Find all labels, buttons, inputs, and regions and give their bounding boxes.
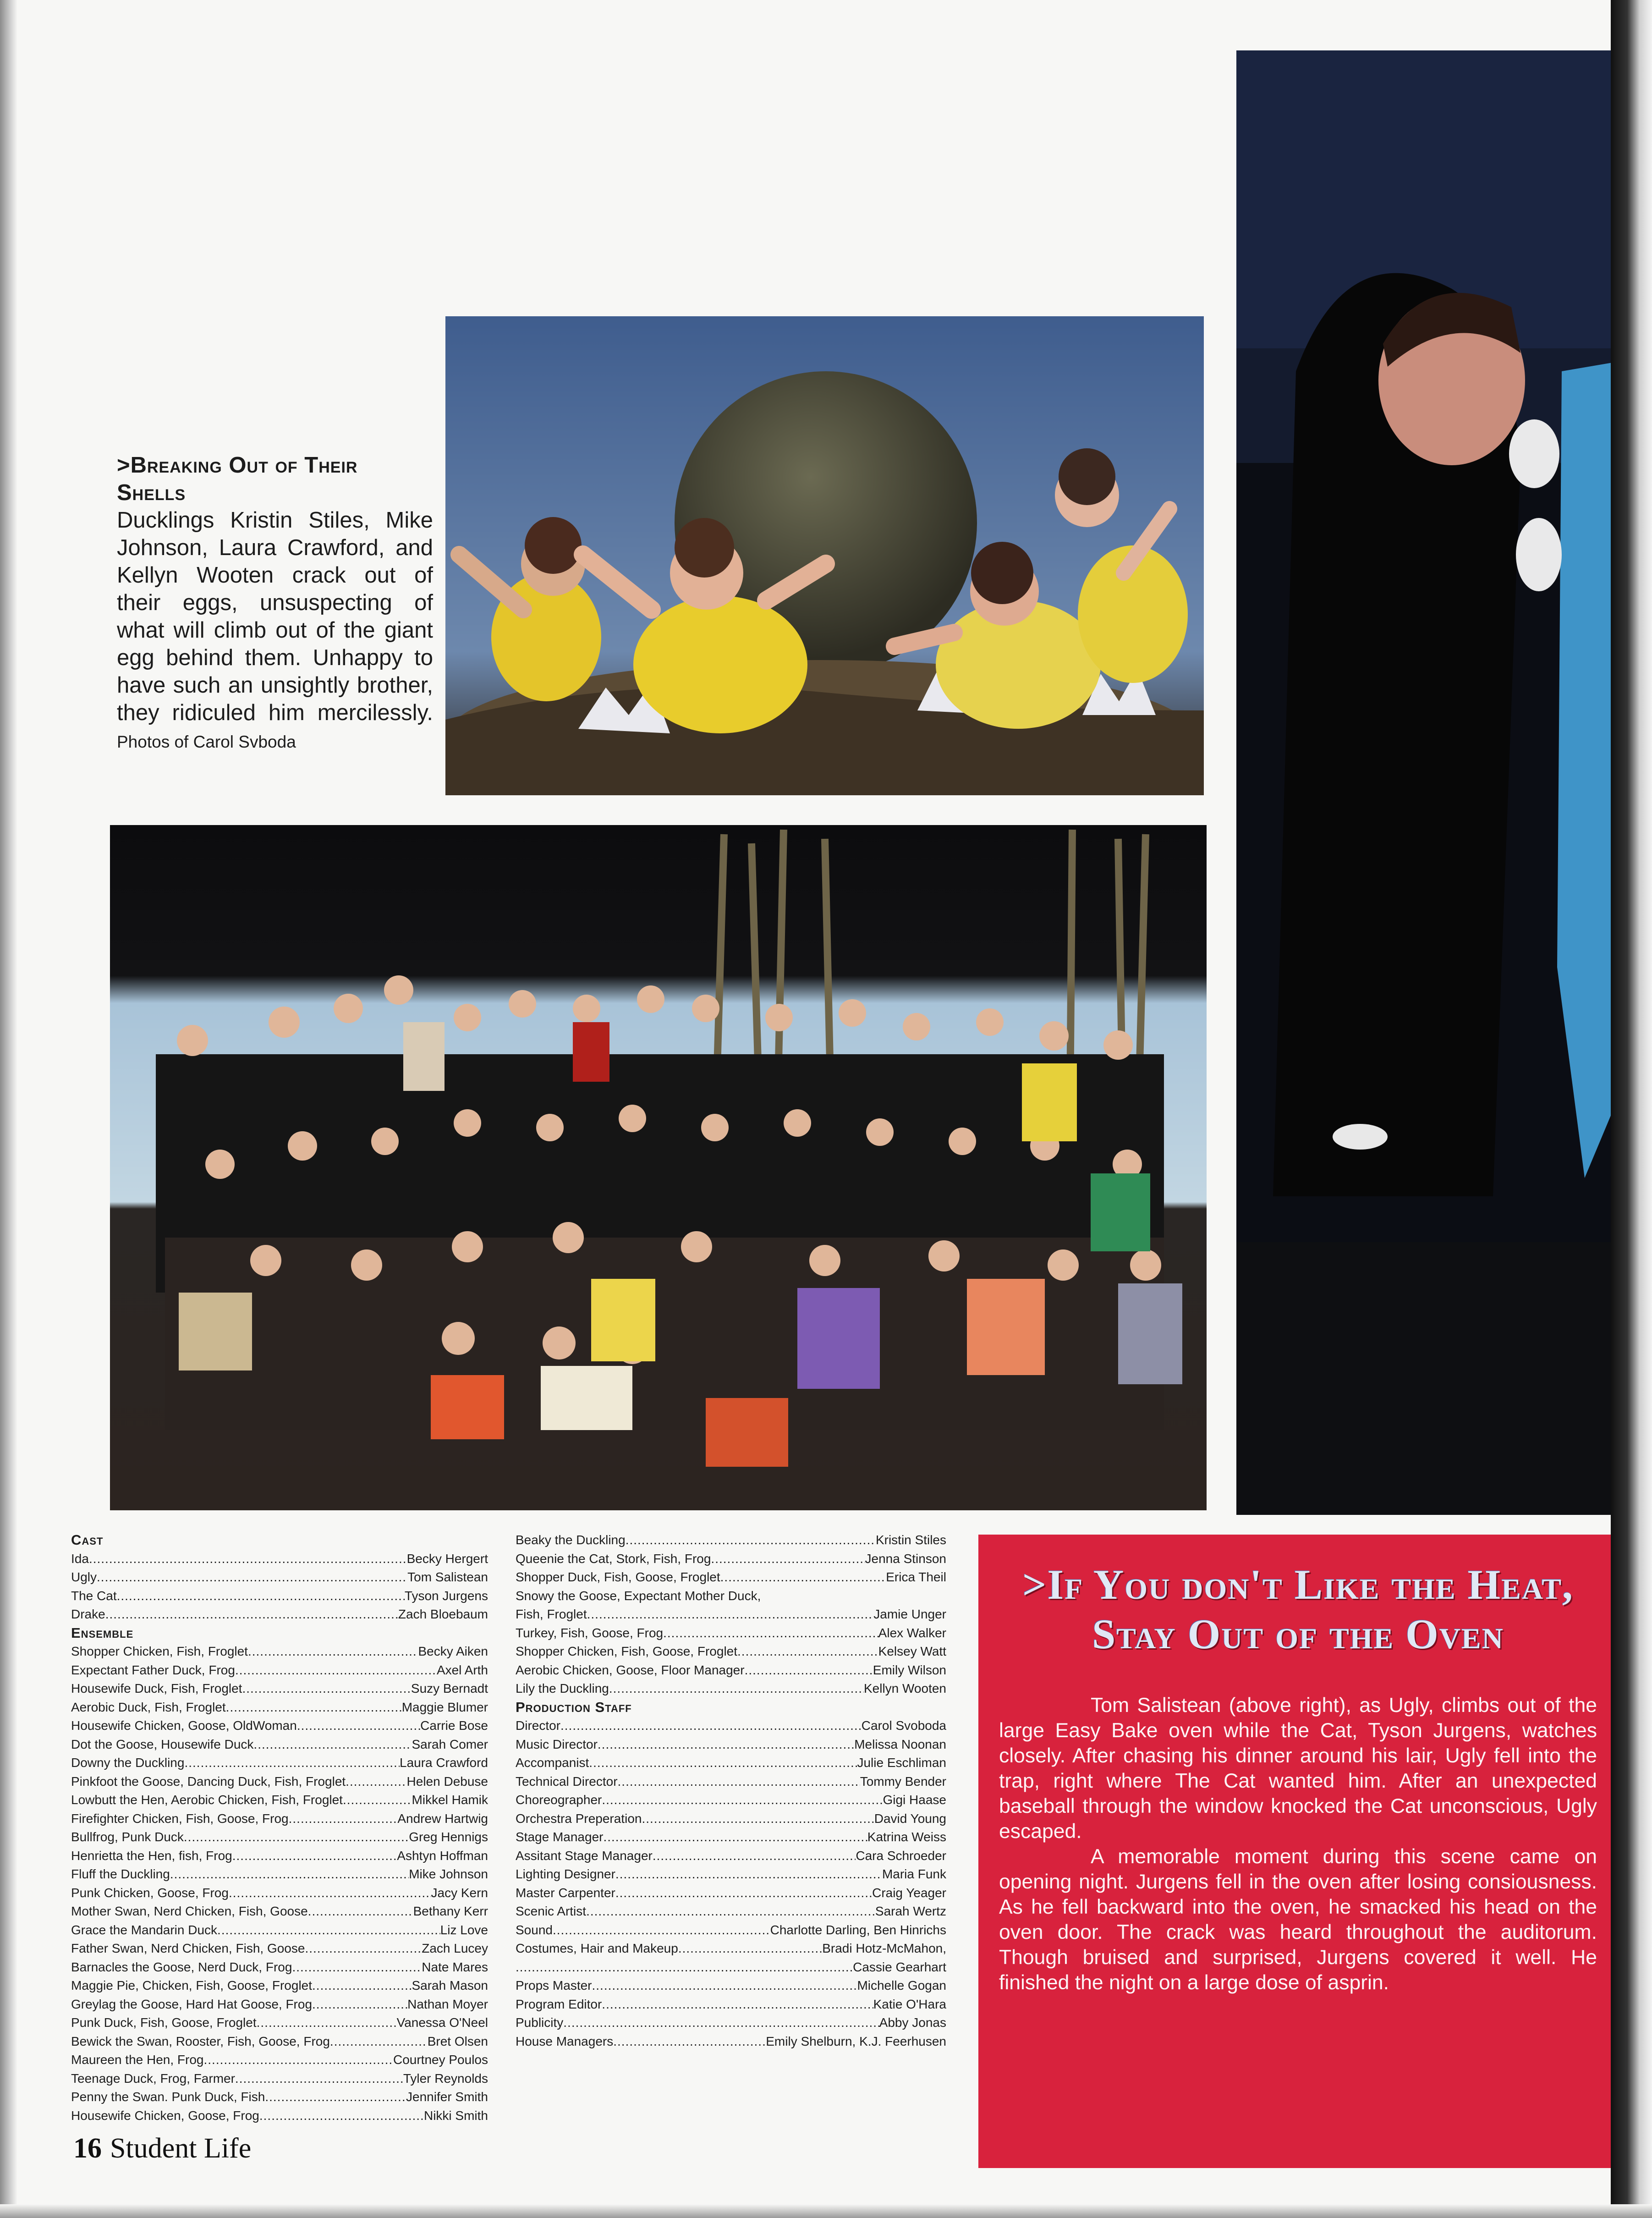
credit-row: [516, 1791, 946, 1810]
credit-row: [516, 1828, 946, 1847]
credit-name: Mikkel Hamik: [412, 1793, 488, 1807]
credit-role: Fish, Froglet: [516, 1607, 587, 1621]
credit-row: [71, 1810, 488, 1828]
credit-name: Kelsey Watt: [878, 1644, 946, 1658]
credit-role: Master Carpenter: [516, 1885, 615, 1900]
credit-role: Snowy the Goose, Expectant Mother Duck,: [516, 1588, 761, 1603]
credit-row: [516, 1958, 946, 1977]
credit-row: [71, 1884, 488, 1903]
credit-role: Beaky the Duckling: [516, 1533, 626, 1547]
credit-name: Emily Wilson: [873, 1662, 946, 1677]
credit-name: Jacy Kern: [431, 1885, 488, 1900]
credit-role: Punk Duck, Fish, Goose, Froglet: [71, 2015, 257, 2030]
credit-name: Tom Salistean: [407, 1570, 488, 1584]
credit-role: Choreographer: [516, 1793, 602, 1807]
credit-role: Housewife Chicken, Goose, OldWoman: [71, 1718, 297, 1733]
credit-row: [71, 2051, 488, 2069]
credit-row: [516, 1642, 946, 1661]
credit-name: Bradi Hotz-McMahon,: [822, 1941, 946, 1955]
credit-row: [516, 1679, 946, 1698]
credit-role: Orchestra Preperation: [516, 1811, 642, 1826]
credit-row: [516, 1884, 946, 1903]
section-name: Student Life: [110, 2133, 252, 2164]
ducklings-photo: [445, 316, 1204, 795]
credit-role: Punk Chicken, Goose, Frog: [71, 1885, 229, 1900]
credit-role: Sound: [516, 1922, 553, 1937]
credit-name: Mike Johnson: [409, 1867, 488, 1881]
credit-role: Greylag the Goose, Hard Hat Goose, Frog: [71, 1997, 313, 2011]
credit-row: [71, 1902, 488, 1921]
credit-row: [71, 1772, 488, 1791]
credit-role: Stage Manager: [516, 1830, 604, 1844]
ugly-oven-photo: [1236, 50, 1615, 1515]
credit-row: [71, 1828, 488, 1847]
credit-name: Katie O'Hara: [873, 1997, 946, 2011]
credit-role: Henrietta the Hen, fish, Frog: [71, 1848, 232, 1863]
credit-row: [71, 1791, 488, 1810]
ducklings-caption: [117, 451, 433, 754]
credit-role: Mother Swan, Nerd Chicken, Fish, Goose: [71, 1904, 308, 1918]
credit-row: [516, 1921, 946, 1940]
credit-role: Maureen the Hen, Frog: [71, 2053, 204, 2067]
credit-name: Bethany Kerr: [413, 1904, 488, 1918]
credit-name: Nikki Smith: [423, 2108, 488, 2123]
credit-name: Kristin Stiles: [875, 1533, 946, 1547]
credit-name: Becky Aiken: [418, 1644, 488, 1658]
credit-name: Julie Eschliman: [857, 1756, 946, 1770]
ensemble-continued-list: [516, 1531, 946, 1698]
credit-name: Jenna Stinson: [865, 1551, 946, 1566]
credit-row: [516, 2032, 946, 2051]
credit-name: Abby Jonas: [879, 2015, 946, 2030]
credit-role: House Managers: [516, 2034, 614, 2048]
credit-role: Music Director: [516, 1737, 598, 1751]
credit-row: [71, 1717, 488, 1735]
credit-role: Housewife Duck, Fish, Froglet: [71, 1681, 242, 1695]
credit-row: [516, 1754, 946, 1772]
credit-row: [516, 1568, 946, 1587]
credit-name: Zach Bloebaum: [398, 1607, 488, 1621]
credit-name: David Young: [874, 1811, 946, 1826]
credit-row: [71, 1587, 488, 1606]
credit-row: [71, 1550, 488, 1569]
credit-name: Melissa Noonan: [854, 1737, 946, 1751]
cast-heading: Cast: [71, 1532, 104, 1548]
credit-row: [71, 1976, 488, 1995]
credit-role: Firefighter Chicken, Fish, Goose, Frog: [71, 1811, 289, 1826]
credit-role: Downy the Duckling: [71, 1756, 185, 1770]
credit-row: [71, 1865, 488, 1884]
credit-role: Scenic Artist: [516, 1904, 587, 1918]
credit-row: [71, 2069, 488, 2088]
sidebar-paragraph: Tom Salistean (above right), as Ugly, climbs out of the large Easy Bake oven while the Cat, Tyson Jurgens, watches closely. After chasing his dinner around his lair, Ugly fell into the trap, right where The Cat wanted him. After an unexpected baseball through the window knocked the Cat unconscious, Ugly escaped.: [999, 1694, 1597, 1843]
credit-name: Erica Theil: [886, 1570, 946, 1584]
credit-role: Housewife Chicken, Goose, Frog: [71, 2108, 259, 2123]
credit-name: Jennifer Smith: [406, 2090, 488, 2104]
credit-name: Tommy Bender: [860, 1774, 946, 1789]
credit-role: Aerobic Chicken, Goose, Floor Manager: [516, 1662, 745, 1677]
credit-row: [71, 2014, 488, 2032]
credit-row: [516, 1531, 946, 1550]
credit-role: Ida: [71, 1551, 89, 1566]
photo-credit: Photos of Carol Svboda: [117, 732, 296, 751]
credit-role: The Cat: [71, 1588, 117, 1603]
credit-name: Ashtyn Hoffman: [397, 1848, 488, 1863]
credit-role: Penny the Swan. Punk Duck, Fish: [71, 2090, 265, 2104]
sidebar-body: [999, 1693, 1597, 1995]
credit-name: Maria Funk: [882, 1867, 946, 1881]
credit-name: Tyson Jurgens: [404, 1588, 488, 1603]
credit-row: [71, 1698, 488, 1717]
credit-name: Emily Shelburn, K.J. Feerhusen: [766, 2034, 946, 2048]
credit-row: [71, 1921, 488, 1940]
credit-name: Nathan Moyer: [407, 1997, 488, 2011]
credit-role: Maggie Pie, Chicken, Fish, Goose, Froglet: [71, 1978, 313, 1992]
credit-name: Sarah Comer: [412, 1737, 488, 1751]
credit-name: Cassie Gearhart: [853, 1959, 946, 1974]
credit-role: Fluff the Duckling: [71, 1867, 170, 1881]
sidebar-title: [978, 1560, 1618, 1659]
credit-row: [71, 2032, 488, 2051]
credit-name: Maggie Blumer: [401, 1700, 488, 1714]
credit-row: [71, 1568, 488, 1587]
credit-role: Assitant Stage Manager: [516, 1848, 653, 1863]
production-staff-heading: Production Staff: [516, 1699, 632, 1715]
credit-row: [71, 2088, 488, 2107]
credit-row: [516, 1550, 946, 1569]
cast-group-photo: [110, 825, 1207, 1510]
page-folio: [73, 2132, 251, 2165]
credit-role: Accompanist: [516, 1756, 589, 1770]
credit-name: Carrie Bose: [420, 1718, 488, 1733]
credit-name: Cara Schroeder: [856, 1848, 946, 1863]
sidebar-paragraph: A memorable moment during this scene came on opening night. Jurgens fell in the oven after losing consiousness. As he fell backward into the oven, he smacked his head on the oven door. The crack was heard throughout the auditorum. Though bruised and surprised, Jurgens covered it well. He finished the night on a large dose of asprin.: [999, 1845, 1597, 1994]
credit-name: Tyler Reynolds: [403, 2071, 488, 2086]
page-bottom-shadow: [0, 2204, 1652, 2218]
credit-role: Lighting Designer: [516, 1867, 615, 1881]
credit-row: [516, 1624, 946, 1643]
ensemble-heading: Ensemble: [71, 1624, 134, 1641]
credit-row: [516, 1902, 946, 1921]
credit-name: Katrina Weiss: [867, 1830, 946, 1844]
credit-row: [71, 1958, 488, 1977]
credit-name: Zach Lucey: [422, 1941, 488, 1955]
cast-list: [71, 1550, 488, 1624]
credit-name: Sarah Wertz: [875, 1904, 946, 1918]
credits-column-right: [516, 1531, 946, 2051]
production-staff-list: [516, 1717, 946, 2051]
credit-role: Shopper Chicken, Fish, Froglet: [71, 1644, 248, 1658]
credit-name: Axel Arth: [436, 1662, 488, 1677]
sidebar-title-line2: Stay Out of the Oven: [1092, 1611, 1504, 1657]
credit-row: [516, 1661, 946, 1680]
credit-row: [516, 1605, 946, 1624]
oven-sidebar: [978, 1535, 1618, 2168]
credit-row: [516, 1939, 946, 1958]
credit-role: Publicity: [516, 2015, 564, 2030]
ensemble-list: [71, 1642, 488, 2125]
credit-role: Technical Director: [516, 1774, 618, 1789]
credit-role: Props Master: [516, 1978, 592, 1992]
credit-name: Charlotte Darling, Ben Hinrichs: [770, 1922, 946, 1937]
credit-row: [516, 1717, 946, 1735]
credit-row: [71, 1847, 488, 1866]
credit-row: [71, 1679, 488, 1698]
credit-name: Becky Hergert: [406, 1551, 488, 1566]
credit-name: Suzy Bernadt: [411, 1681, 488, 1695]
credit-name: Andrew Hartwig: [397, 1811, 488, 1826]
credits-column-left: [71, 1531, 488, 2125]
credit-row: [71, 1661, 488, 1680]
credit-row: [516, 1772, 946, 1791]
credit-name: Jamie Unger: [873, 1607, 946, 1621]
page-edge-shadow: [1611, 0, 1652, 2218]
credit-name: Courtney Poulos: [393, 2053, 488, 2067]
credit-name: Vanessa O'Neel: [396, 2015, 488, 2030]
credit-role: Costumes, Hair and Makeup: [516, 1941, 678, 1955]
credit-row: [71, 1754, 488, 1772]
sidebar-title-line1: >If You don't Like the Heat,: [1022, 1561, 1574, 1608]
credit-role: Program Editor: [516, 1997, 602, 2011]
credit-role: Turkey, Fish, Goose, Frog: [516, 1625, 664, 1640]
credit-name: Liz Love: [440, 1922, 488, 1937]
credit-row: [71, 1995, 488, 2014]
credit-role: Teenage Duck, Frog, Farmer: [71, 2071, 235, 2086]
credit-role: Director: [516, 1718, 561, 1733]
credit-role: Father Swan, Nerd Chicken, Fish, Goose: [71, 1941, 305, 1955]
credit-name: Laura Crawford: [400, 1756, 488, 1770]
credit-role: Lowbutt the Hen, Aerobic Chicken, Fish, Froglet: [71, 1793, 343, 1807]
credit-role: Shopper Duck, Fish, Goose, Froglet: [516, 1570, 720, 1584]
credit-role: Dot the Goose, Housewife Duck: [71, 1737, 254, 1751]
credit-role: Bewick the Swan, Rooster, Fish, Goose, Frog: [71, 2034, 330, 2048]
credit-role: Bullfrog, Punk Duck: [71, 1830, 184, 1844]
credit-name: Nate Mares: [422, 1959, 488, 1974]
credit-role: Ugly: [71, 1570, 97, 1584]
credit-name: Craig Yeager: [872, 1885, 946, 1900]
credit-name: Gigi Haase: [883, 1793, 946, 1807]
credit-row: [516, 2014, 946, 2032]
page-number: 16: [73, 2133, 102, 2164]
credit-role: Shopper Chicken, Fish, Goose, Froglet: [516, 1644, 738, 1658]
credit-name: Michelle Gogan: [857, 1978, 946, 1992]
credit-role: Lily the Duckling: [516, 1681, 609, 1695]
credit-role: Expectant Father Duck, Frog: [71, 1662, 235, 1677]
credit-role: Drake: [71, 1607, 105, 1621]
credit-row: [71, 1939, 488, 1958]
credit-role: Queenie the Cat, Stork, Fish, Frog: [516, 1551, 711, 1566]
credit-row: [71, 2107, 488, 2125]
credit-row: [516, 1865, 946, 1884]
credit-role: Pinkfoot the Goose, Dancing Duck, Fish, Froglet: [71, 1774, 346, 1789]
credit-row: [516, 1847, 946, 1866]
credit-name: Bret Olsen: [427, 2034, 488, 2048]
credit-name: Carol Svoboda: [861, 1718, 946, 1733]
credit-role: Barnacles the Goose, Nerd Duck, Frog: [71, 1959, 292, 1974]
caption-body: Ducklings Kristin Stiles, Mike Johnson, Laura Crawford, and Kellyn Wooten crack out of their eggs, unsuspecting of what will climb out of the giant egg behind them. Unhappy to have such an unsightly brother, they ridiculed him mercilessly.: [117, 508, 433, 725]
credit-name: Sarah Mason: [412, 1978, 488, 1992]
credit-role: Aerobic Duck, Fish, Froglet: [71, 1700, 226, 1714]
credit-row: [516, 1810, 946, 1828]
caption-kicker: >Breaking Out of Their Shells: [117, 453, 358, 505]
credit-row: [516, 1976, 946, 1995]
credit-row: [516, 1587, 946, 1606]
credit-row: [71, 1605, 488, 1624]
credit-role: Grace the Mandarin Duck: [71, 1922, 218, 1937]
credit-name: Helen Debuse: [406, 1774, 488, 1789]
credit-row: [516, 1995, 946, 2014]
credit-row: [71, 1735, 488, 1754]
credit-row: [516, 1735, 946, 1754]
page-binding-shadow: [0, 0, 17, 2218]
credit-name: Greg Hennigs: [409, 1830, 488, 1844]
credit-row: [71, 1642, 488, 1661]
credit-name: Kellyn Wooten: [863, 1681, 946, 1695]
credit-name: Alex Walker: [878, 1625, 946, 1640]
